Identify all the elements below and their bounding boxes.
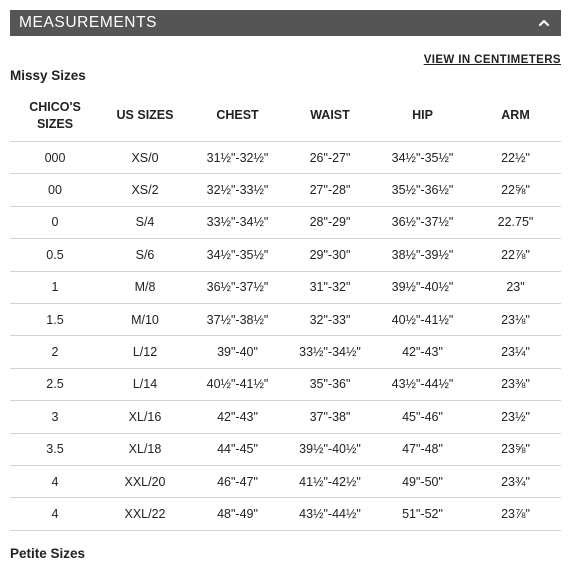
cell-hip: 51"-52"	[375, 498, 470, 530]
cell-arm: 23⅞"	[470, 498, 561, 530]
cell-hip: 49"-50"	[375, 465, 470, 497]
cell-chest: 37½"-38½"	[190, 303, 285, 335]
cell-hip: 36½"-37½"	[375, 206, 470, 238]
measurements-accordion-header[interactable]	[10, 10, 561, 36]
cell-arm: 23¼"	[470, 336, 561, 368]
cell-waist: 27"-28"	[285, 174, 375, 206]
cell-chicos-size: 000	[10, 142, 100, 174]
cell-chicos-size: 3	[10, 401, 100, 433]
cell-us-size: XL/18	[100, 433, 190, 465]
cell-waist: 28"-29"	[285, 206, 375, 238]
cell-chest: 33½"-34½"	[190, 206, 285, 238]
cell-chest: 34½"-35½"	[190, 239, 285, 271]
measurements-title: MEASUREMENTS	[19, 14, 158, 31]
cell-arm: 23¾"	[470, 465, 561, 497]
cell-chest: 32½"-33½"	[190, 174, 285, 206]
cell-us-size: L/12	[100, 336, 190, 368]
cell-arm: 22.75"	[470, 206, 561, 238]
column-header-hip: HIP	[375, 90, 470, 142]
table-row	[10, 142, 561, 174]
table-row	[10, 206, 561, 238]
cell-arm: 23½"	[470, 401, 561, 433]
table-row	[10, 271, 561, 303]
cell-chest: 39"-40"	[190, 336, 285, 368]
cell-chicos-size: 2.5	[10, 368, 100, 400]
cell-waist: 35"-36"	[285, 368, 375, 400]
cell-waist: 39½"-40½"	[285, 433, 375, 465]
cell-chest: 36½"-37½"	[190, 271, 285, 303]
cell-us-size: M/10	[100, 303, 190, 335]
cell-chest: 31½"-32½"	[190, 142, 285, 174]
cell-chicos-size: 1	[10, 271, 100, 303]
cell-chicos-size: 2	[10, 336, 100, 368]
column-header-waist: WAIST	[285, 90, 375, 142]
cell-hip: 34½"-35½"	[375, 142, 470, 174]
cell-hip: 40½"-41½"	[375, 303, 470, 335]
cell-us-size: XS/0	[100, 142, 190, 174]
cell-chicos-size: 4	[10, 465, 100, 497]
cell-us-size: XXL/22	[100, 498, 190, 530]
cell-chicos-size: 00	[10, 174, 100, 206]
cell-chest: 42"-43"	[190, 401, 285, 433]
table-row	[10, 239, 561, 271]
cell-chest: 44"-45"	[190, 433, 285, 465]
cell-waist: 32"-33"	[285, 303, 375, 335]
cell-hip: 45"-46"	[375, 401, 470, 433]
table-row	[10, 174, 561, 206]
table-row	[10, 465, 561, 497]
cell-chicos-size: 0.5	[10, 239, 100, 271]
cell-us-size: XS/2	[100, 174, 190, 206]
cell-waist: 41½"-42½"	[285, 465, 375, 497]
cell-waist: 29"-30"	[285, 239, 375, 271]
cell-us-size: M/8	[100, 271, 190, 303]
cell-chest: 46"-47"	[190, 465, 285, 497]
column-header-chest: CHEST	[190, 90, 285, 142]
column-header-chicos-sizes: CHICO'S SIZES	[10, 90, 100, 142]
cell-chicos-size: 4	[10, 498, 100, 530]
cell-arm: 23⅝"	[470, 433, 561, 465]
cell-arm: 23"	[470, 271, 561, 303]
table-row	[10, 336, 561, 368]
cell-us-size: S/6	[100, 239, 190, 271]
chevron-up-icon[interactable]	[537, 16, 551, 30]
cell-waist: 31"-32"	[285, 271, 375, 303]
table-row	[10, 498, 561, 530]
cell-arm: 22½"	[470, 142, 561, 174]
table-row	[10, 368, 561, 400]
cell-arm: 23⅜"	[470, 368, 561, 400]
table-row	[10, 433, 561, 465]
missy-sizes-title: Missy Sizes	[10, 68, 86, 83]
table-row	[10, 303, 561, 335]
cell-hip: 43½"-44½"	[375, 368, 470, 400]
cell-waist: 33½"-34½"	[285, 336, 375, 368]
cell-us-size: XL/16	[100, 401, 190, 433]
petite-sizes-title: Petite Sizes	[10, 546, 86, 561]
cell-waist: 43½"-44½"	[285, 498, 375, 530]
cell-hip: 38½"-39½"	[375, 239, 470, 271]
cell-waist: 26"-27"	[285, 142, 375, 174]
cell-waist: 37"-38"	[285, 401, 375, 433]
column-header-arm: ARM	[470, 90, 561, 142]
cell-arm: 23⅛"	[470, 303, 561, 335]
cell-us-size: L/14	[100, 368, 190, 400]
cell-hip: 35½"-36½"	[375, 174, 470, 206]
cell-chicos-size: 0	[10, 206, 100, 238]
cell-us-size: XXL/20	[100, 465, 190, 497]
cell-chicos-size: 1.5	[10, 303, 100, 335]
table-row	[10, 401, 561, 433]
cell-chicos-size: 3.5	[10, 433, 100, 465]
cell-arm: 22⅞"	[470, 239, 561, 271]
cell-chest: 40½"-41½"	[190, 368, 285, 400]
missy-size-table	[10, 90, 561, 531]
cell-hip: 42"-43"	[375, 336, 470, 368]
column-header-us-sizes: US SIZES	[100, 90, 190, 142]
table-header-row	[10, 90, 561, 142]
cell-arm: 22⅝"	[470, 174, 561, 206]
cell-us-size: S/4	[100, 206, 190, 238]
cell-hip: 47"-48"	[375, 433, 470, 465]
cell-hip: 39½"-40½"	[375, 271, 470, 303]
view-in-centimeters-link[interactable]: VIEW IN CENTIMETERS	[423, 54, 561, 66]
cell-chest: 48"-49"	[190, 498, 285, 530]
